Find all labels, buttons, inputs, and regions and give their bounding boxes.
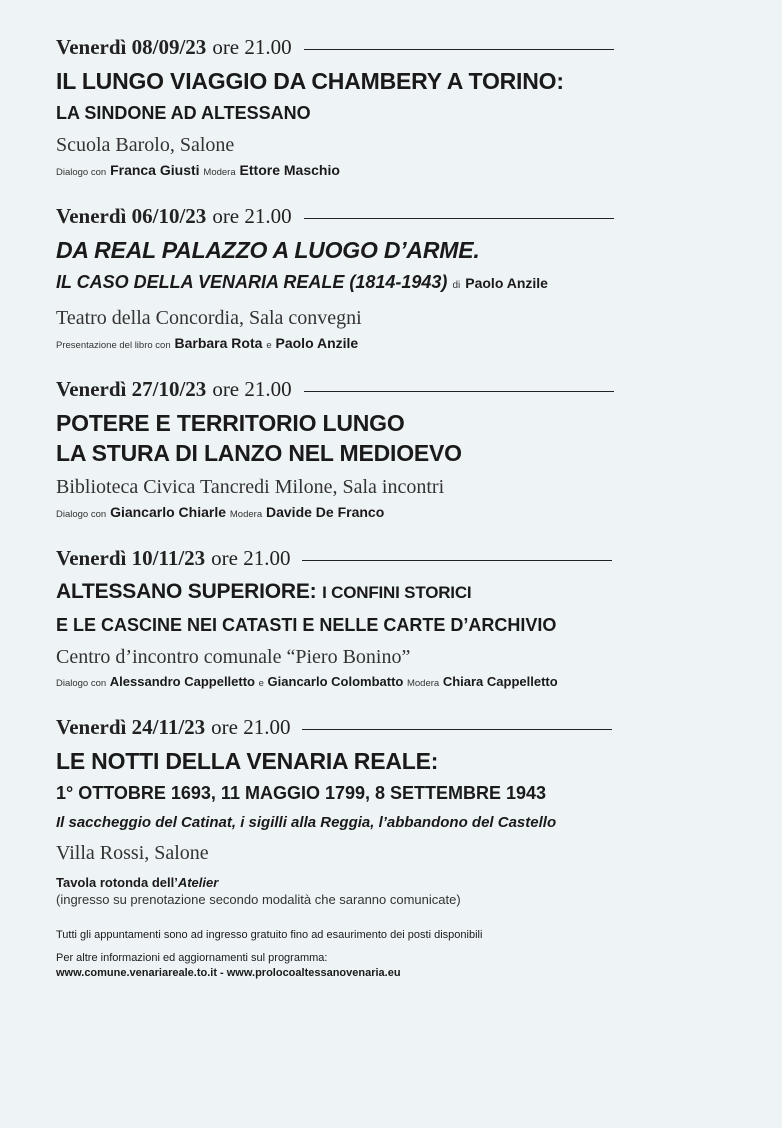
event-venue: Biblioteca Civica Tancredi Milone, Sala incontri <box>56 476 445 498</box>
event-venue: Villa Rossi, Salone <box>56 842 209 864</box>
moderator-name: Davide De Franco <box>266 504 385 520</box>
credit-label: Dialogo con <box>56 509 107 520</box>
speaker-name: Giancarlo Colombatto <box>267 674 404 689</box>
note-detail: (ingresso su prenotazione secondo modalità che saranno comunicate) <box>56 892 461 907</box>
footer-links <box>56 966 762 981</box>
event-date-line <box>56 714 762 740</box>
event-day: Venerdì 08/09/23 <box>56 35 207 59</box>
event-title-line-2: LA STURA DI LANZO NEL MEDIOEVO <box>56 440 462 466</box>
event-day: Venerdì 06/10/23 <box>56 204 207 228</box>
divider-rule <box>304 218 614 219</box>
event-date-line <box>56 545 762 571</box>
event-time: ore 21.00 <box>212 204 292 228</box>
divider-rule <box>304 49 614 50</box>
event-1 <box>56 34 762 183</box>
speaker-name: Alessandro Cappelletto <box>109 674 255 689</box>
footer-websites: www.comune.venariareale.to.it - www.prolocoaltessanovenaria.eu <box>56 967 401 979</box>
event-day: Venerdì 24/11/23 <box>56 715 206 739</box>
divider-rule <box>304 391 614 392</box>
event-title: LE NOTTI DELLA VENARIA REALE: <box>56 748 439 774</box>
credit-label: Dialogo con <box>56 678 107 689</box>
note-title <box>56 875 218 890</box>
event-credits <box>56 672 762 694</box>
credit-label: Dialogo con <box>56 167 107 178</box>
event-4 <box>56 545 762 694</box>
event-3 <box>56 376 762 525</box>
footer <box>56 928 762 981</box>
credit-label: Presentazione del libro con <box>56 340 171 351</box>
speaker-name: Barbara Rota <box>174 335 263 351</box>
event-subtitle: 1° OTTOBRE 1693, 11 MAGGIO 1799, 8 SETTEMBRE 1943 <box>56 783 547 803</box>
event-title-line-1: POTERE E TERRITORIO LUNGO <box>56 410 405 436</box>
event-description: Il saccheggio del Catinat, i sigilli alla Reggia, l’abbandono del Castello <box>56 814 557 831</box>
divider-rule <box>302 560 612 561</box>
book-author: Paolo Anzile <box>465 275 548 291</box>
speaker-name: Paolo Anzile <box>275 335 359 351</box>
credit-label: Modera <box>406 678 440 689</box>
credit-label: Modera <box>203 167 236 178</box>
subtitle-di: di <box>452 280 461 291</box>
event-credits <box>56 160 762 183</box>
event-venue: Centro d’incontro comunale “Piero Bonino” <box>56 646 411 668</box>
event-subtitle: IL CASO DELLA VENARIA REALE (1814-1943) <box>56 272 448 292</box>
credit-label: e <box>266 340 272 351</box>
event-subtitle: LA SINDONE AD ALTESSANO <box>56 103 311 123</box>
credit-label: e <box>258 678 264 689</box>
event-2 <box>56 203 762 356</box>
event-note <box>56 874 762 908</box>
event-time: ore 21.00 <box>211 715 291 739</box>
event-time: ore 21.00 <box>211 546 291 570</box>
note-title-italic: Atelier <box>177 875 219 890</box>
event-title: IL LUNGO VIAGGIO DA CHAMBERY A TORINO: <box>56 68 564 94</box>
speaker-name: Franca Giusti <box>110 162 200 178</box>
event-subtitle-line <box>56 269 762 299</box>
event-title-line-1 <box>56 577 762 608</box>
event-day: Venerdì 27/10/23 <box>56 377 207 401</box>
moderator-name: Chiara Cappelletto <box>442 674 558 689</box>
credit-label: Modera <box>229 509 263 520</box>
event-day: Venerdì 10/11/23 <box>56 546 206 570</box>
event-title-line-2: E LE CASCINE NEI CATASTI E NELLE CARTE D’ARCHIVIO <box>56 615 557 635</box>
event-credits <box>56 333 762 356</box>
divider-rule <box>302 729 612 730</box>
event-date-line <box>56 203 762 229</box>
event-5 <box>56 714 762 908</box>
event-title-part-b: I CONFINI STORICI <box>322 583 472 602</box>
event-venue: Teatro della Concordia, Sala convegni <box>56 307 362 329</box>
speaker-name: Giancarlo Chiarle <box>110 504 226 520</box>
event-date-line <box>56 376 762 402</box>
event-title: DA REAL PALAZZO A LUOGO D’ARME. <box>56 237 480 263</box>
footer-info: Per altre informazioni ed aggiornamenti sul programma: <box>56 952 328 964</box>
event-title-part-a: ALTESSANO SUPERIORE: <box>56 580 317 603</box>
note-title-text: Tavola rotonda dell’ <box>56 875 178 890</box>
event-credits <box>56 502 762 525</box>
footer-free-entry: Tutti gli appuntamenti sono ad ingresso gratuito fino ad esaurimento dei posti disponibili <box>56 929 483 941</box>
event-time: ore 21.00 <box>212 35 292 59</box>
event-time: ore 21.00 <box>212 377 292 401</box>
event-date-line <box>56 34 762 60</box>
event-venue: Scuola Barolo, Salone <box>56 134 235 156</box>
moderator-name: Ettore Maschio <box>239 162 340 178</box>
